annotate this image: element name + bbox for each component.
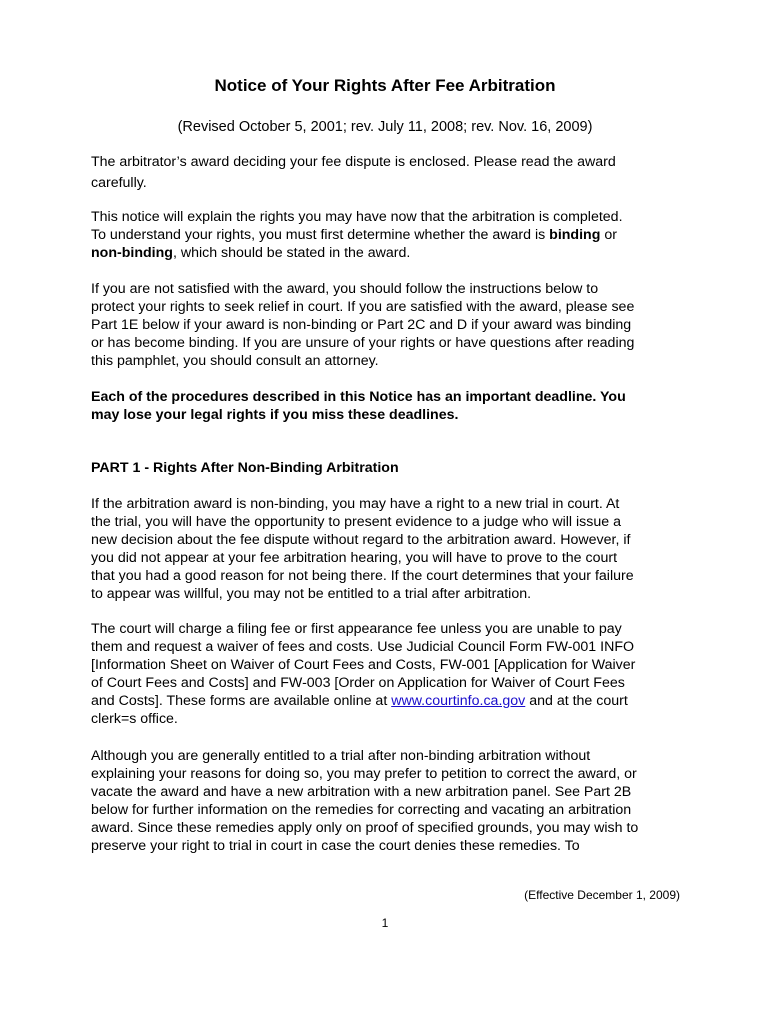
revision-dates: (Revised October 5, 2001; rev. July 11, 2008; rev. Nov. 16, 2009) (177, 119, 593, 135)
text-line: them and request a waiver of fees and costs. Use Judicial Council Form FW-001 INFO (91, 639, 635, 655)
remedies-paragraph (91, 747, 691, 855)
part1-heading: PART 1 - Rights After Non-Binding Arbitration (91, 460, 399, 476)
non-binding-term: non-binding (91, 245, 173, 261)
text-line: If the arbitration award is non-binding, you may have a right to a new trial in court. At (91, 496, 620, 512)
text-line: preserve your right to trial in court in case the court denies these remedies. To (91, 838, 580, 854)
text-line: If you are not satisfied with the award, you should follow the instructions below to (91, 281, 599, 297)
text-line: explaining your reasons for doing so, you may prefer to petition to correct the award, or (91, 766, 637, 782)
text-line: you did not appear at your fee arbitration hearing, you will have to prove to the court (91, 550, 618, 566)
text-line: The court will charge a filing fee or first appearance fee unless you are unable to pay (91, 621, 622, 637)
text-line: may lose your legal rights if you miss these deadlines. (91, 407, 459, 423)
intro-paragraph (91, 152, 691, 194)
text-line: award. Since these remedies apply only on proof of specified grounds, you may wish to (91, 820, 639, 836)
text-line: [Information Sheet on Waiver of Court Fees and Costs, FW-001 [Application for Waiver (91, 657, 636, 673)
filing-fee-paragraph (91, 620, 691, 728)
text-line: Part 1E below if your award is non-binding or Part 2C and D if your award was binding (91, 317, 632, 333)
text-line: below for further information on the remedies for correcting and vacating an arbitration (91, 802, 632, 818)
courtinfo-link[interactable]: www.courtinfo.ca.gov (391, 693, 526, 709)
text-line: the trial, you will have the opportunity to present evidence to a judge who will issue a (91, 514, 621, 530)
text-line: or has become binding. If you are unsure of your rights or have questions after reading (91, 335, 635, 351)
text-line: to appear was willful, you may not be entitled to a trial after arbitration. (91, 586, 532, 602)
instructions-paragraph (91, 280, 691, 370)
text-line: Although you are generally entitled to a trial after non-binding arbitration without (91, 748, 591, 764)
text-segment: or (600, 227, 617, 243)
text-segment: , which should be stated in the award. (172, 245, 411, 261)
text-line: clerk=s office. (91, 711, 178, 727)
text-segment: To understand your rights, you must first determine whether the award is (91, 227, 550, 243)
binding-term: binding (549, 227, 601, 243)
page-number: 1 (381, 916, 389, 930)
text-line: protect your rights to seek relief in court. If you are satisfied with the award, please see (91, 299, 635, 315)
text-line: This notice will explain the rights you may have now that the arbitration is completed. (91, 209, 623, 225)
text-line: this pamphlet, you should consult an attorney. (91, 353, 379, 369)
text-line: The arbitrator’s award deciding your fee dispute is enclosed. Please read the award (91, 154, 616, 170)
text-line (91, 692, 691, 710)
text-line (91, 226, 691, 244)
text-line: new decision about the fee dispute without regard to the arbitration award. However, if (91, 532, 631, 548)
text-segment: and Costs]. These forms are available online at (91, 693, 392, 709)
new-trial-paragraph (91, 495, 691, 603)
rights-explanation-paragraph (91, 208, 691, 262)
text-segment: and at the court (525, 693, 628, 709)
text-line: of Court Fees and Costs] and FW-003 [Order on Application for Waiver of Court Fees (91, 675, 625, 691)
deadline-warning (91, 388, 691, 424)
text-line (91, 244, 691, 262)
effective-date: (Effective December 1, 2009) (524, 888, 680, 902)
text-line: vacate the award and have a new arbitration with a new arbitration panel. See Part 2B (91, 784, 632, 800)
text-line: Each of the procedures described in this Notice has an important deadline. You (91, 389, 626, 405)
document-title: Notice of Your Rights After Fee Arbitration (214, 76, 556, 95)
text-line: carefully. (91, 175, 147, 191)
text-line: that you had a good reason for not being there. If the court determines that your failure (91, 568, 634, 584)
